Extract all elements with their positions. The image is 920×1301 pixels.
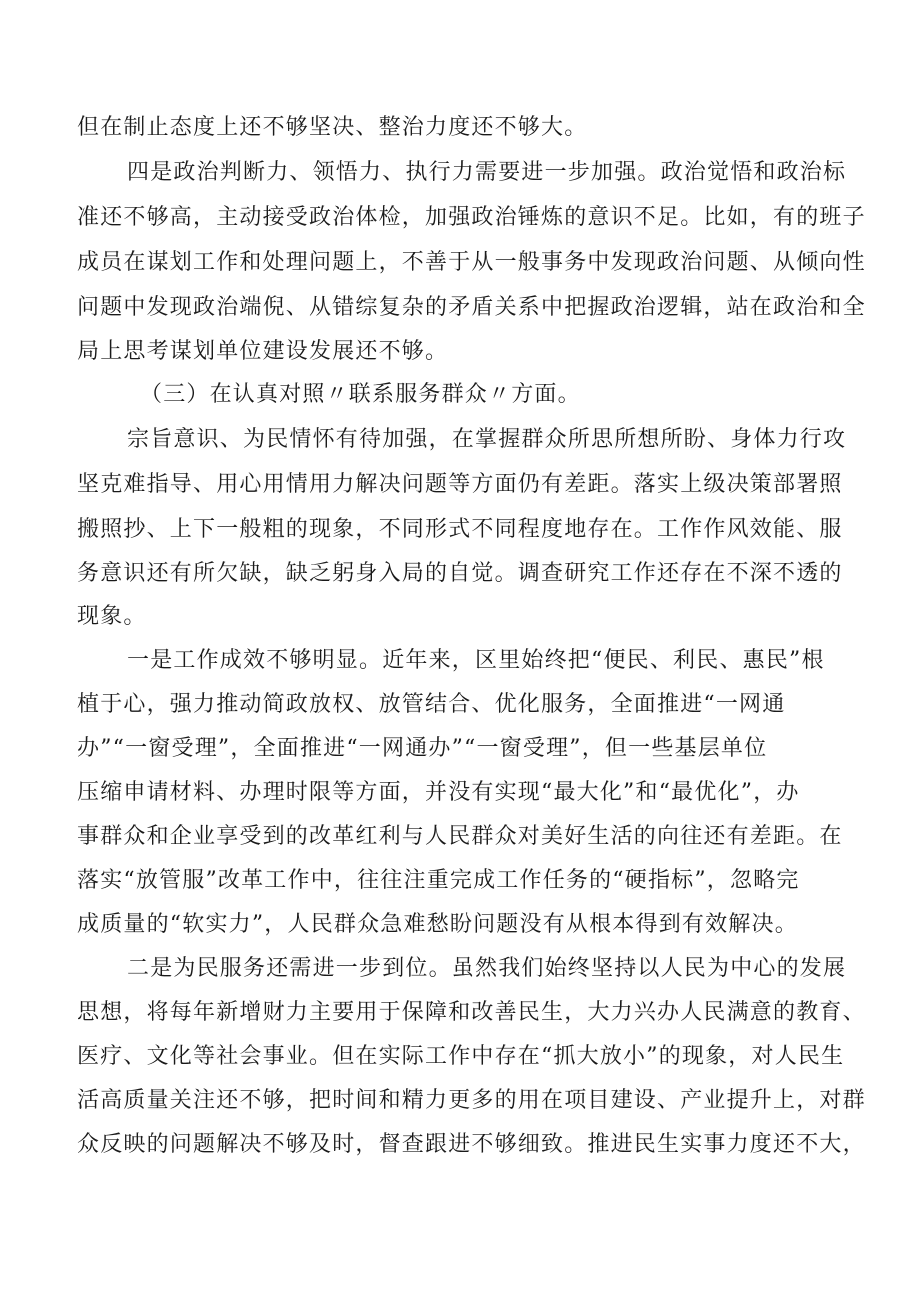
text-line: 现象。	[77, 604, 147, 629]
paragraph-first-line: 一是工作成效不够明显。近年来，区里始终把“便民、利民、惠民”根	[127, 648, 825, 673]
text-line: 植于心，强力推动简政放权、放管结合、优化服务，全面推进“一网通	[77, 692, 786, 717]
text-line: 办”“一窗受理”，全面推进“一网通办”“一窗受理”，但一些基层单位	[77, 736, 768, 761]
paragraph-first-line: 四是政治判断力、领悟力、执行力需要进一步加强。政治觉悟和政治标	[127, 160, 847, 185]
section-heading: （三）在认真对照〃联系服务群众〃方面。	[140, 382, 581, 407]
text-line: 但在制止态度上还不够坚决、整治力度还不够大。	[77, 115, 588, 140]
text-line: 坚克难指导、用心用情用力解决问题等方面仍有差距。落实上级决策部署照	[77, 472, 843, 497]
paragraph-first-line: 二是为民服务还需进一步到位。虽然我们始终坚持以人民为中心的发展	[127, 956, 847, 981]
text-line: 问题中发现政治端倪、从错综复杂的矛盾关系中把握政治逻辑，站在政治和全	[77, 295, 866, 320]
text-line: 成员在谋划工作和处理问题上，不善于从一般事务中发现政治问题、从倾向性	[77, 250, 866, 275]
text-line: 准还不够高，主动接受政治体检，加强政治锤炼的意识不足。比如，有的班子	[77, 205, 866, 230]
text-line: 事群众和企业享受到的改革红利与人民群众对美好生活的向往还有差距。在	[77, 824, 843, 849]
text-line: 压缩申请材料、办理时限等方面，并没有实现“最大化”和“最优化”，办	[77, 780, 800, 805]
paragraph-first-line: 宗旨意识、为民情怀有待加强，在掌握群众所思所想所盼、身体力行攻	[127, 427, 847, 452]
text-line: 活高质量关注还不够，把时间和精力更多的用在项目建设、产业提升上，对群	[77, 1088, 866, 1113]
text-line: 成质量的“软实力”，人民群众急难愁盼问题没有从根本得到有效解决。	[77, 912, 798, 937]
text-line: 局上思考谋划单位建设发展还不够。	[77, 339, 449, 364]
text-line: 搬照抄、上下一般粗的现象，不同形式不同程度地存在。工作作风效能、服	[77, 517, 843, 542]
text-line: 务意识还有所欠缺，缺乏躬身入局的自觉。调查研究工作还存在不深不透的	[77, 561, 843, 586]
text-line: 思想，将每年新增财力主要用于保障和改善民生，大力兴办人民满意的教育、	[77, 1000, 866, 1025]
text-line: 医疗、文化等社会事业。但在实际工作中存在“抓大放小”的现象，对人民生	[77, 1044, 845, 1069]
text-line: 落实“放管服”改革工作中，往往注重完成工作任务的“硬指标”，忽略完	[77, 868, 800, 893]
text-line: 众反映的问题解决不够及时，督查跟进不够细致。推进民生实事力度还不大，	[77, 1132, 866, 1157]
